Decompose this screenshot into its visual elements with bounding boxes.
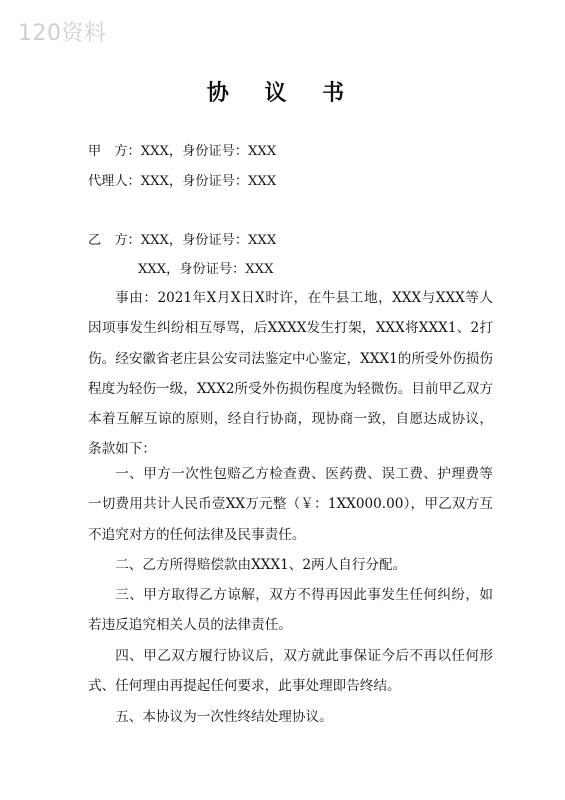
clause-1-paragraph: 一、甲方一次性包赔乙方检查费、医药费、误工费、护理费等一切费用共计人民币壹XX万元整（￥：1XX000.00），甲乙双方互不追究对方的任何法律及民事责任。 [88, 466, 493, 543]
party-b-second-line: XXX，身份证号：XXX [138, 262, 274, 277]
party-a-line: 甲 方：XXX，身份证号：XXX [88, 144, 277, 159]
document-title: 协 议 书 [206, 81, 359, 106]
clause-4-paragraph: 四、甲乙双方履行协议后，双方就此事保证今后不再以任何形式、任何理由再提起任何要求，此事处理即告终结。 [88, 648, 493, 695]
party-b-line: 乙 方：XXX，身份证号：XXX [88, 233, 277, 248]
clause-5-paragraph: 五、本协议为一次性终结处理协议。 [115, 709, 333, 725]
agent-line: 代理人：XXX，身份证号：XXX [88, 174, 277, 189]
watermark: 120资料 [18, 21, 107, 46]
clause-2-paragraph: 二、乙方所得赔偿款由XXX1、2两人自行分配。 [115, 557, 407, 573]
cause-paragraph: 事由：2021年X月X日X时许，在牛县工地，XXX与XXX等人因项事发生纠纷相互辱骂，后XXXX发生打架，XXX将XXX1、2打伤。经安徽省老庄县公安司法鉴定中心鉴定，XXX1的所受外伤损伤程度为轻伤一级，XXX2所受外伤损伤程度为轻微伤。目前甲乙双方本着互解互谅的原则，经自行协商，现协商一致，自愿达成协议，条款如下： [88, 290, 493, 458]
clause-3-paragraph: 三、甲方取得乙方谅解，双方不得再因此事发生任何纠纷，如若违反追究相关人员的法律责任。 [88, 587, 493, 634]
